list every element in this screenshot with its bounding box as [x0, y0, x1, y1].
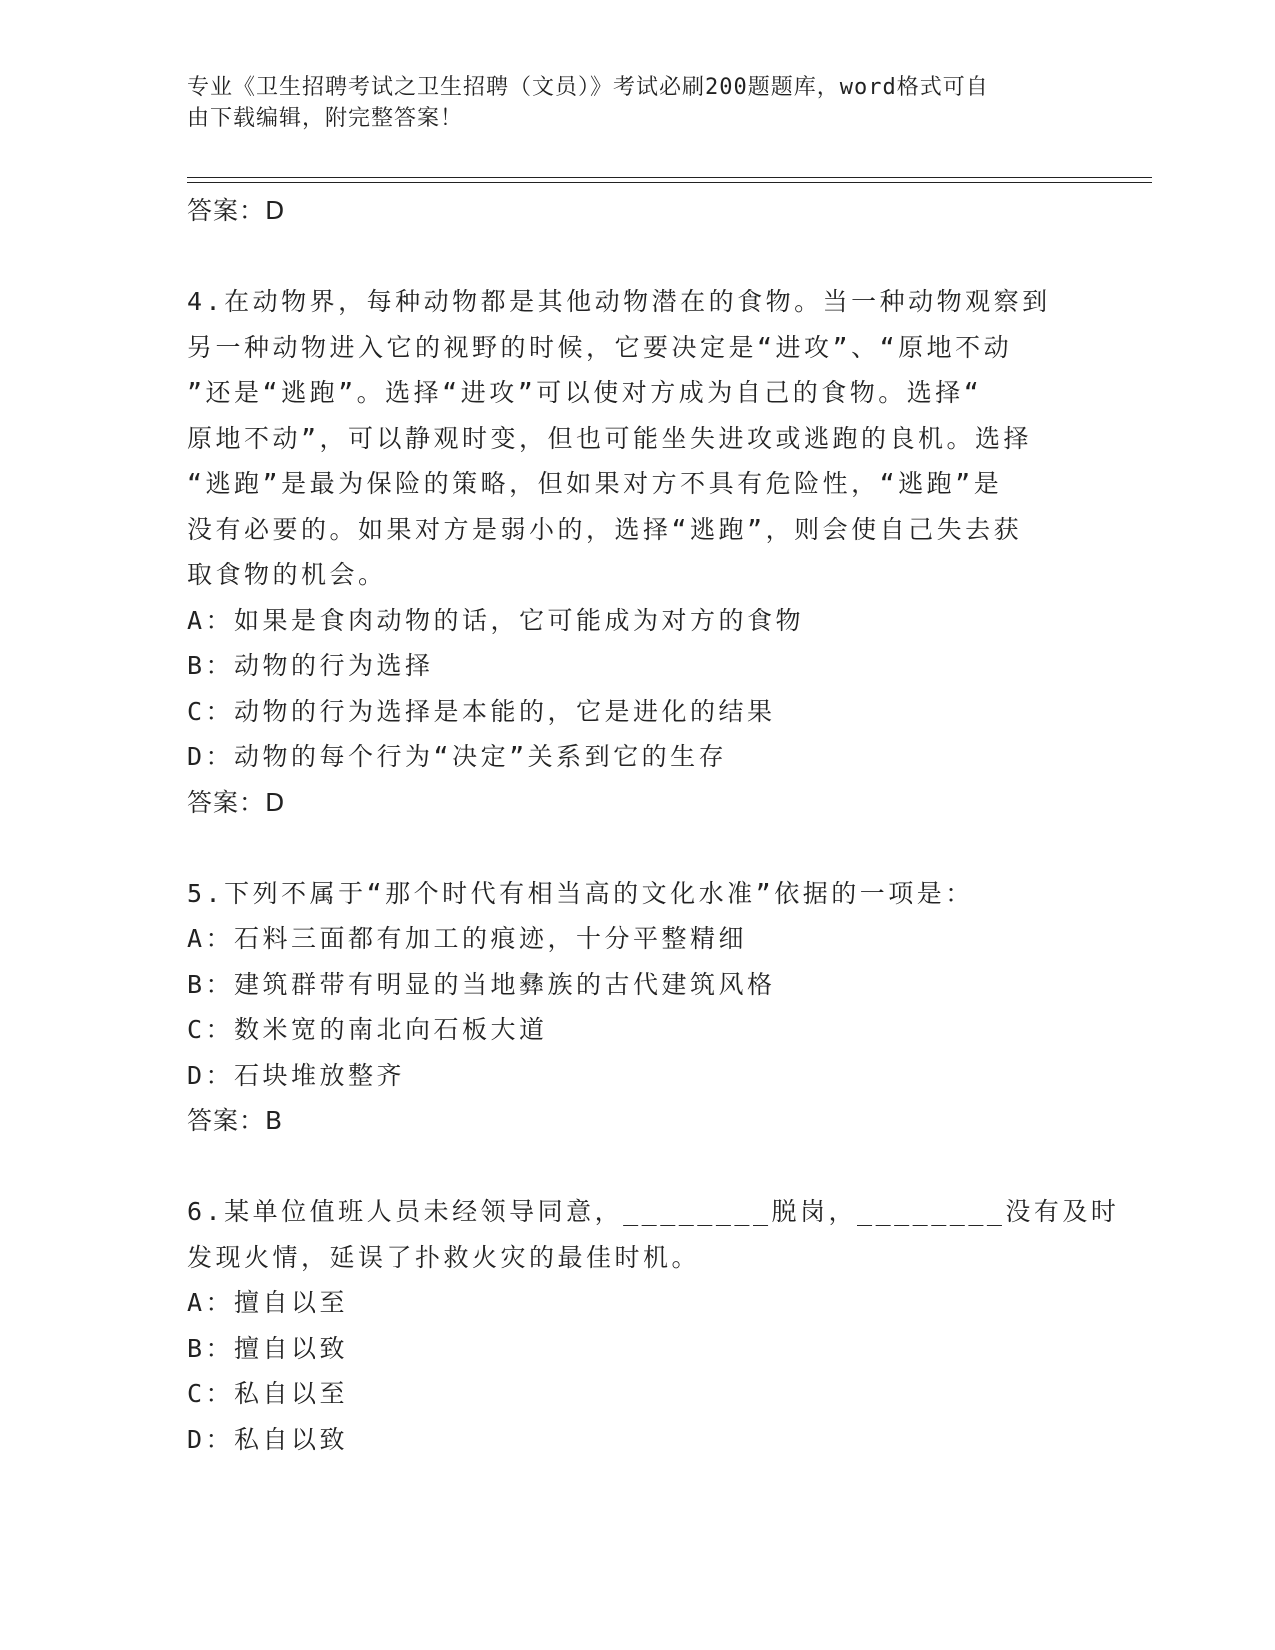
question-line: 另一种动物进入它的视野的时候，它要决定是“进攻”、“原地不动 — [187, 332, 1013, 362]
question-text — [187, 279, 1067, 598]
question-line: 原地不动”，可以静观时变，但也可能坐失进攻或逃跑的良机。选择 — [187, 423, 1033, 453]
question-text — [187, 871, 1067, 917]
question-line: 5.下列不属于“那个时代有相当高的文化水准”依据的一项是： — [187, 878, 974, 908]
document-body — [187, 188, 1120, 1462]
question-line: 发现火情，延误了扑救火灾的最佳时机。 — [187, 1242, 701, 1272]
option-c: C：数米宽的南北向石板大道 — [187, 1015, 548, 1044]
answer-label: 答案：D — [187, 787, 286, 817]
question-line: 6.某单位值班人员未经领导同意，________脱岗，________没有及时 — [187, 1197, 1120, 1226]
question-6 — [187, 1189, 1120, 1462]
option-b: B：动物的行为选择 — [187, 651, 434, 680]
question-line: 4.在动物界，每种动物都是其他动物潜在的食物。当一种动物观察到 — [187, 287, 1051, 316]
answer-label: 答案：D — [187, 196, 286, 225]
option-c: C：动物的行为选择是本能的，它是进化的结果 — [187, 696, 776, 726]
option-c: C：私自以至 — [187, 1379, 349, 1408]
option-a: A：石料三面都有加工的痕迹，十分平整精细 — [187, 924, 748, 953]
option-a: A：如果是食肉动物的话，它可能成为对方的食物 — [187, 605, 805, 635]
question-4 — [187, 279, 1067, 825]
answer-label: 答案：B — [187, 1106, 284, 1135]
question-text — [187, 1189, 1120, 1280]
header-rule-bottom — [187, 182, 1152, 183]
spacer — [187, 825, 1067, 871]
option-d: D：石块堆放整齐 — [187, 1060, 406, 1090]
spacer — [187, 1144, 1067, 1190]
option-d: D：动物的每个行为“决定”关系到它的生存 — [187, 742, 728, 771]
question-line: “逃跑”是最为保险的策略，但如果对方不具有危险性，“逃跑”是 — [187, 469, 1003, 498]
header-line-1: 专业《卫生招聘考试之卫生招聘（文员）》考试必刷200题题库，word格式可自 — [187, 75, 989, 100]
option-b: B：擅自以致 — [187, 1333, 349, 1363]
option-a: A：擅自以至 — [187, 1288, 349, 1317]
option-d: D：私自以致 — [187, 1424, 349, 1454]
question-line: ”还是“逃跑”。选择“进攻”可以使对方成为自己的食物。选择“ — [187, 378, 983, 407]
spacer — [187, 234, 1067, 280]
question-5 — [187, 871, 1067, 1144]
header-line-2: 由下载编辑，附完整答案！ — [187, 106, 464, 131]
question-line: 没有必要的。如果对方是弱小的，选择“逃跑”，则会使自己失去获 — [187, 514, 1023, 544]
header-rule-top — [187, 177, 1152, 178]
option-b: B：建筑群带有明显的当地彝族的古代建筑风格 — [187, 969, 776, 999]
document-header — [187, 72, 1067, 134]
question-line: 取食物的机会。 — [187, 560, 387, 589]
